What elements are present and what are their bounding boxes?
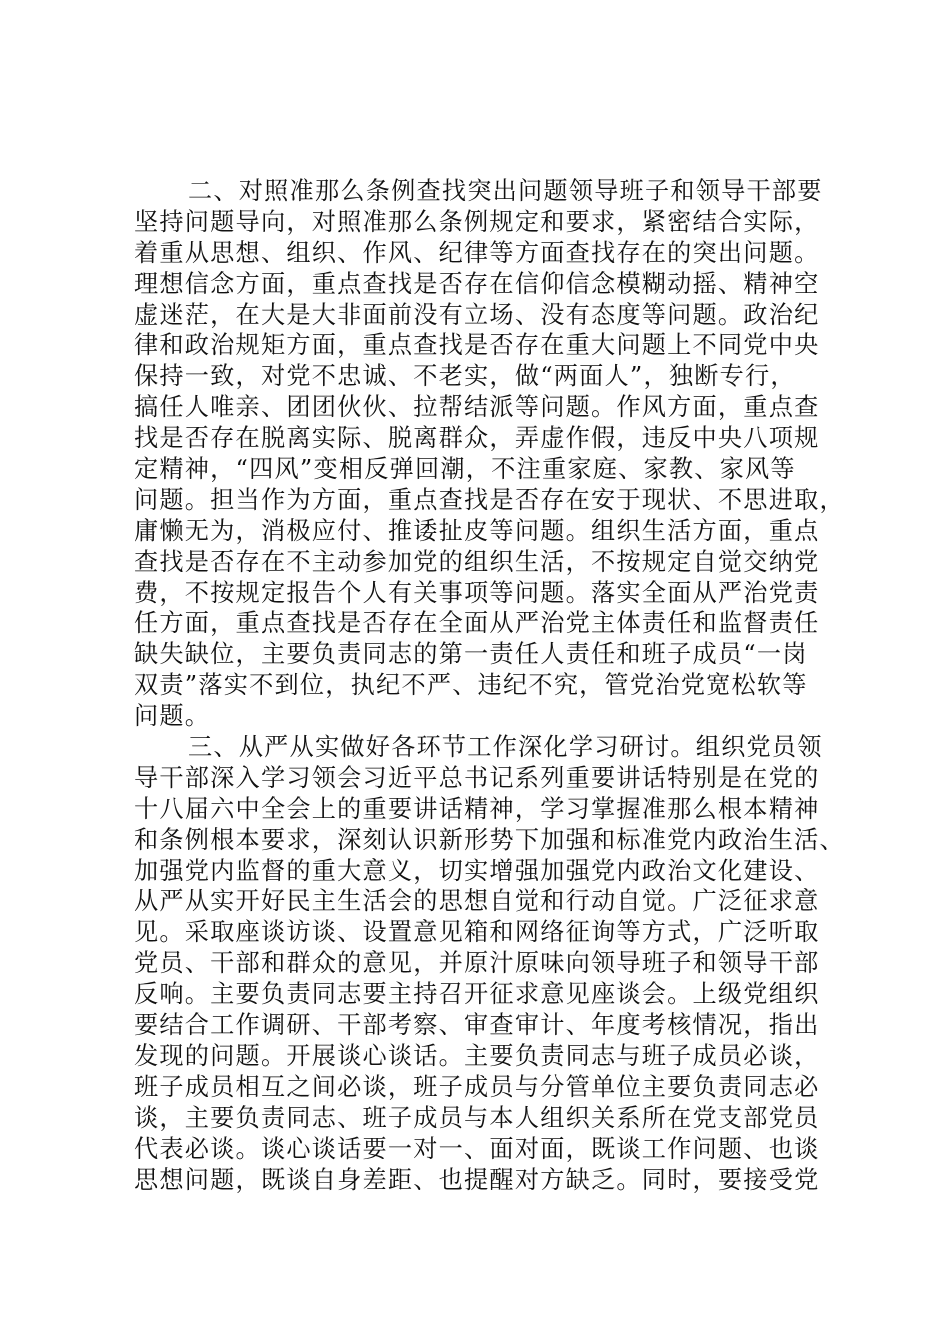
text-line: 发现的问题。开展谈心谈话。主要负责同志与班子成员必谈， xyxy=(134,1041,820,1070)
text-line: 导干部深入学习领会习近平总书记系列重要讲话特别是在党的 xyxy=(134,763,820,792)
text-line: 党员、干部和群众的意见，并原汁原味向领导班子和领导干部 xyxy=(134,949,820,978)
text-line: 班子成员相互之间必谈，班子成员与分管单位主要负责同志必 xyxy=(134,1072,820,1101)
text-line: 着重从思想、组织、作风、纪律等方面查找存在的突出问题。 xyxy=(134,238,820,267)
text-line: 三、从严从实做好各环节工作深化学习研讨。组织党员领 xyxy=(188,733,823,762)
text-line: 和条例根本要求，深刻认识新形势下加强和标准党内政治生活、 xyxy=(134,825,845,854)
text-line: 理想信念方面，重点查找是否存在信仰信念模糊动摇、精神空 xyxy=(134,269,820,298)
paragraph-section-two xyxy=(134,176,845,732)
text-line: 谈，主要负责同志、班子成员与本人组织关系所在党支部党员 xyxy=(134,1103,820,1132)
text-line: 问题。 xyxy=(134,702,211,731)
text-line: 律和政治规矩方面，重点查找是否存在重大问题上不同党中央 xyxy=(134,331,820,360)
text-line: 庸懒无为，消极应付、推诿扯皮等问题。组织生活方面，重点 xyxy=(134,516,820,545)
text-line: 保持一致，对党不忠诚、不老实，做“两面人”，独断专行， xyxy=(134,362,796,391)
text-line: 十八届六中全会上的重要讲话精神，学习掌握准那么根本精神 xyxy=(134,794,820,823)
text-line: 搞任人唯亲、团团伙伙、拉帮结派等问题。作风方面，重点查 xyxy=(134,393,820,422)
text-line: 从严从实开好民主生活会的思想自觉和行动自觉。广泛征求意 xyxy=(134,887,820,916)
text-line: 坚持问题导向，对照准那么条例规定和要求，紧密结合实际， xyxy=(134,207,820,236)
text-line: 缺失缺位，主要负责同志的第一责任人责任和班子成员“一岗 xyxy=(134,640,808,669)
text-line: 虚迷茫，在大是大非面前没有立场、没有态度等问题。政治纪 xyxy=(134,300,820,329)
text-line: 代表必谈。谈心谈话要一对一、面对面，既谈工作问题、也谈 xyxy=(134,1134,820,1163)
text-line: 问题。担当作为方面，重点查找是否存在安于现状、不思进取， xyxy=(134,485,845,514)
text-line: 思想问题，既谈自身差距、也提醒对方缺乏。同时，要接受党 xyxy=(134,1165,820,1194)
text-line: 找是否存在脱离实际、脱离群众，弄虚作假，违反中央八项规 xyxy=(134,424,820,453)
text-line: 任方面，重点查找是否存在全面从严治党主体责任和监督责任 xyxy=(134,609,820,638)
text-line: 加强党内监督的重大意义，切实增强加强党内政治文化建设、 xyxy=(134,856,820,885)
text-line: 见。采取座谈访谈、设置意见箱和网络征询等方式，广泛听取 xyxy=(134,918,820,947)
text-line: 定精神，“四风”变相反弹回潮，不注重家庭、家教、家风等 xyxy=(134,455,796,484)
text-line: 反响。主要负责同志要主持召开征求意见座谈会。上级党组织 xyxy=(134,980,820,1009)
paragraph-section-three xyxy=(134,732,845,1195)
text-line: 二、对照准那么条例查找突出问题领导班子和领导干部要 xyxy=(188,177,823,205)
text-line: 双责”落实不到位，执纪不严、违纪不究，管党治党宽松软等 xyxy=(134,671,808,700)
text-line: 查找是否存在不主动参加党的组织生活，不按规定自觉交纳党 xyxy=(134,547,820,576)
text-line: 要结合工作调研、干部考察、审查审计、年度考核情况，指出 xyxy=(134,1011,820,1040)
document-body xyxy=(134,176,845,1195)
text-line: 费，不按规定报告个人有关事项等问题。落实全面从严治党责 xyxy=(134,578,820,607)
